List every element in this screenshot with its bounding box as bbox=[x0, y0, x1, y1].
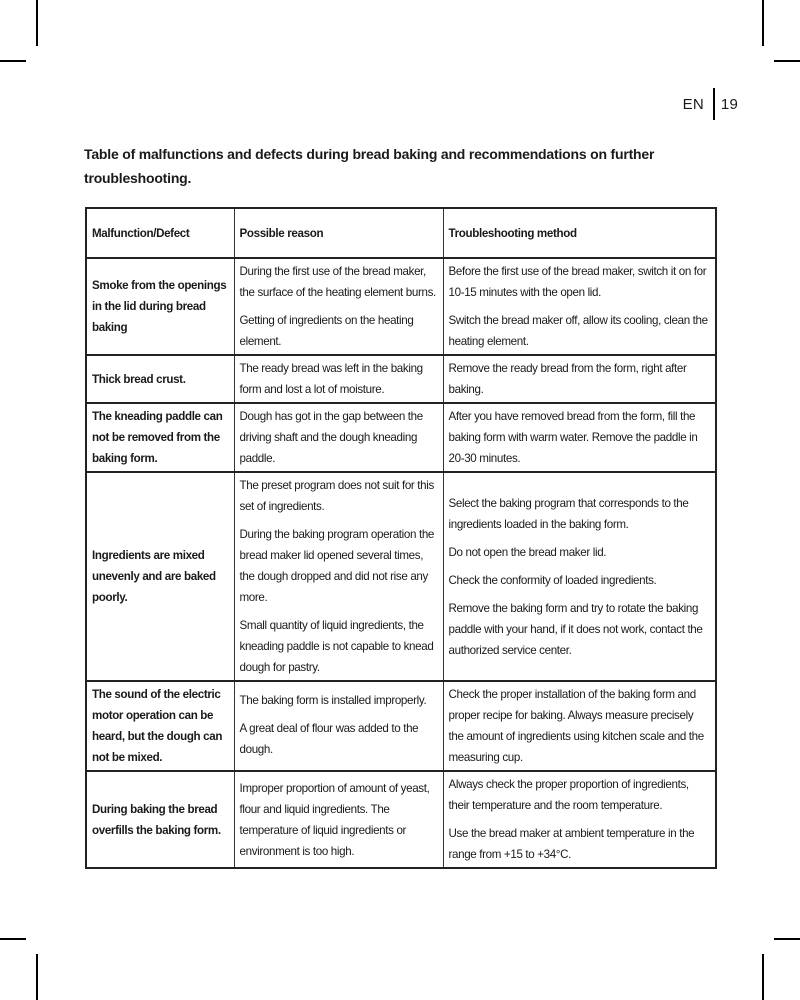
reason-cell bbox=[234, 472, 443, 681]
crop-mark-bottom-left-v bbox=[36, 954, 38, 1000]
method-text: Check the proper installation of the baking form and proper recipe for baking. Always measure precisely the amount of ingredients using kitchen scale and the measuring cup. bbox=[448, 688, 704, 764]
reason-text: Improper proportion of amount of yeast, flour and liquid ingredients. The temperature of liquid ingredients or environment is too high. bbox=[239, 781, 430, 858]
language-code: EN bbox=[682, 95, 704, 113]
reason-cell bbox=[234, 355, 443, 403]
method-text: Remove the baking form and try to rotate the baking paddle with your hand, if it does not work, contact the authorized service center. bbox=[448, 601, 703, 657]
crop-mark-bottom-left-h bbox=[0, 938, 26, 940]
method-text: Before the first use of the bread maker, switch it on for 10-15 minutes with the open lid. bbox=[448, 265, 707, 299]
crop-mark-bottom-right-h bbox=[774, 938, 800, 940]
crop-mark-top-right-h bbox=[774, 60, 800, 62]
troubleshooting-table bbox=[85, 207, 717, 869]
reason-cell bbox=[234, 681, 443, 771]
table-row bbox=[86, 355, 716, 403]
method-text: Use the bread maker at ambient temperature in the range from +15 to +34°C. bbox=[448, 827, 695, 861]
method-text: Always check the proper proportion of ingredients, their temperature and the room temperature. bbox=[448, 778, 689, 812]
method-text: Check the conformity of loaded ingredients. bbox=[448, 573, 657, 587]
reason-cell bbox=[234, 403, 443, 472]
method-text: After you have removed bread from the form, fill the baking form with warm water. Remove the paddle in 20-30 minutes. bbox=[448, 410, 698, 465]
column-header-reason: Possible reason bbox=[234, 208, 443, 258]
table-header-row bbox=[86, 208, 716, 258]
table-row bbox=[86, 472, 716, 681]
page-header bbox=[683, 88, 738, 120]
table-row bbox=[86, 258, 716, 355]
column-header-method: Troubleshooting method bbox=[443, 208, 716, 258]
malfunction-cell: During baking the bread overfills the baking form. bbox=[86, 771, 234, 868]
method-cell bbox=[443, 771, 716, 868]
page-title: Table of malfunctions and defects during bread baking and recommendations on further troubleshooting. bbox=[84, 146, 655, 186]
reason-text: Small quantity of liquid ingredients, the kneading paddle is not capable to knead dough for pastry. bbox=[239, 619, 434, 674]
table-row bbox=[86, 771, 716, 868]
method-cell bbox=[443, 681, 716, 771]
reason-text: Dough has got in the gap between the driving shaft and the dough kneading paddle. bbox=[239, 410, 423, 465]
reason-cell bbox=[234, 258, 443, 355]
method-cell bbox=[443, 472, 716, 681]
table-row bbox=[86, 681, 716, 771]
malfunction-cell: The kneading paddle can not be removed from the baking form. bbox=[86, 403, 234, 472]
table-row bbox=[86, 403, 716, 472]
malfunction-cell: Ingredients are mixed unevenly and are baked poorly. bbox=[86, 472, 234, 681]
page-number: 19 bbox=[720, 95, 738, 113]
method-cell bbox=[443, 258, 716, 355]
crop-mark-top-left-v bbox=[36, 0, 38, 46]
method-cell bbox=[443, 403, 716, 472]
column-header-malfunction: Malfunction/Defect bbox=[86, 208, 234, 258]
method-text: Do not open the bread maker lid. bbox=[448, 545, 607, 559]
reason-text: During the first use of the bread maker, the surface of the heating element burns. bbox=[239, 265, 436, 299]
method-text: Select the baking program that corresponds to the ingredients loaded in the baking form. bbox=[448, 496, 689, 531]
method-text: Switch the bread maker off, allow its cooling, clean the heating element. bbox=[448, 314, 708, 348]
reason-text: The ready bread was left in the baking form and lost a lot of moisture. bbox=[239, 362, 423, 396]
malfunction-cell: Smoke from the openings in the lid during bread baking bbox=[86, 258, 234, 355]
malfunction-cell: The sound of the electric motor operation can be heard, but the dough can not be mixed. bbox=[86, 681, 234, 771]
malfunction-cell: Thick bread crust. bbox=[86, 355, 234, 403]
crop-mark-top-left-h bbox=[0, 60, 26, 62]
reason-text: The baking form is installed improperly. bbox=[239, 694, 427, 707]
method-cell bbox=[443, 355, 716, 403]
reason-text: The preset program does not suit for this set of ingredients. bbox=[239, 479, 434, 513]
reason-text: Getting of ingredients on the heating element. bbox=[239, 314, 414, 348]
crop-mark-top-right-v bbox=[762, 0, 764, 46]
method-text: Remove the ready bread from the form, right after baking. bbox=[448, 362, 687, 396]
reason-cell bbox=[234, 771, 443, 868]
reason-text: During the baking program operation the bread maker lid opened several times, the dough dropped and did not rise any more. bbox=[239, 528, 435, 604]
crop-mark-bottom-right-v bbox=[762, 954, 764, 1000]
reason-text: A great deal of flour was added to the dough. bbox=[239, 722, 419, 756]
